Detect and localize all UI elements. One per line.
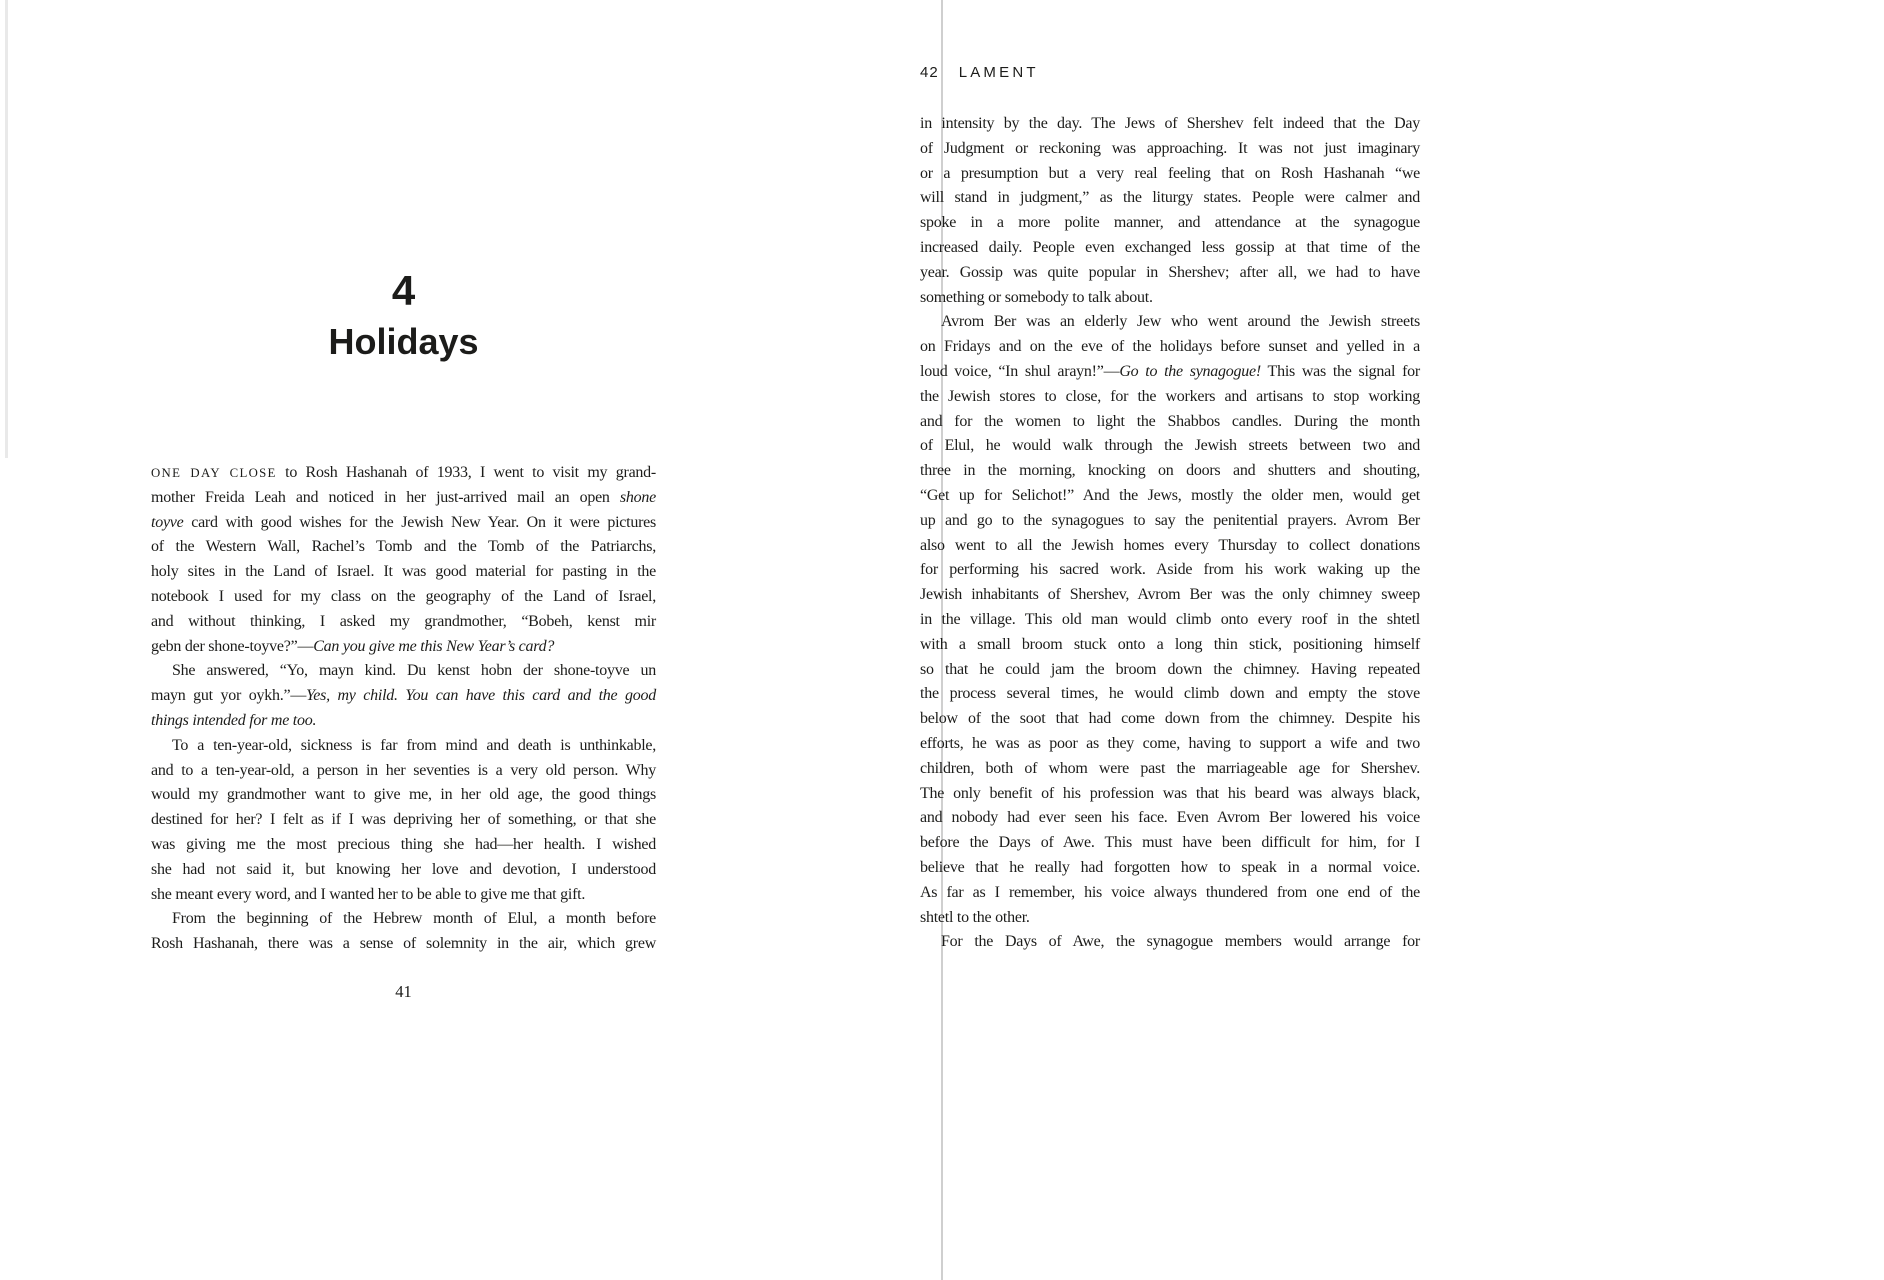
text-segment: on Fridays and on the eve of the holidays before sunset and yelled in a xyxy=(920,338,1420,356)
text-line xyxy=(920,410,1420,435)
text-line xyxy=(920,658,1420,683)
text-line xyxy=(920,137,1420,162)
text-line xyxy=(151,833,656,858)
text-segment: increased daily. People even exchanged less gossip at that time of the xyxy=(920,238,1420,256)
text-line xyxy=(920,707,1420,732)
text-line xyxy=(920,335,1420,360)
text-segment: holy sites in the Land of Israel. It was good material for pasting in the xyxy=(151,563,656,581)
text-line xyxy=(920,162,1420,187)
text-line xyxy=(920,261,1420,286)
text-segment: card with good wishes for the Jewish New Year. On it were pictures xyxy=(183,513,656,531)
text-segment: and to a ten-year-old, a person in her seventies is a very old person. Why xyxy=(151,761,656,779)
text-line xyxy=(920,236,1420,261)
text-segment: so that he could jam the broom down the chimney. Having repeated xyxy=(920,660,1420,678)
text-segment: was giving me the most precious thing she had—her health. I wished xyxy=(151,835,656,853)
text-line xyxy=(151,907,656,932)
right-page-number: 42 xyxy=(920,64,939,81)
text-segment: will stand in judgment,” as the liturgy states. People were calmer and xyxy=(920,189,1420,207)
text-segment: Jewish inhabitants of Shershev, Avrom Ber was the only chimney sweep xyxy=(920,586,1420,604)
text-segment: or a presumption but a very real feeling that on Rosh Hashanah “we xyxy=(920,164,1420,182)
italic-text: things intended for me too. xyxy=(151,711,317,729)
text-segment: she had not said it, but knowing her love and devotion, I understood xyxy=(151,860,656,878)
text-segment: of Elul, he would walk through the Jewish streets between two and xyxy=(920,437,1420,455)
text-segment: year. Gossip was quite popular in Shershev; after all, we had to have xyxy=(920,263,1420,281)
text-line xyxy=(151,511,656,536)
text-line xyxy=(920,881,1420,906)
text-segment: efforts, he was as poor as they come, having to support a wife and two xyxy=(920,734,1420,752)
text-line xyxy=(920,732,1420,757)
running-head xyxy=(920,64,1039,81)
text-line xyxy=(151,461,656,486)
text-segment: gebn der shone-toyve?”— xyxy=(151,637,314,655)
text-line xyxy=(920,509,1420,534)
italic-text: shone xyxy=(619,488,656,506)
left-page-body-text xyxy=(151,461,656,957)
text-line xyxy=(920,806,1420,831)
text-line xyxy=(920,682,1420,707)
text-line xyxy=(151,783,656,808)
text-line xyxy=(920,385,1420,410)
text-segment: To a ten-year-old, sickness is far from mind and death is unthinkable, xyxy=(172,736,656,754)
text-line xyxy=(920,757,1420,782)
right-page-body-text xyxy=(920,112,1420,955)
text-line xyxy=(920,930,1420,955)
text-line xyxy=(920,459,1420,484)
text-line xyxy=(151,610,656,635)
text-segment: Avrom Ber was an elderly Jew who went around the Jewish streets xyxy=(941,313,1420,331)
text-segment: This was the signal for xyxy=(1260,362,1420,380)
text-segment: of Judgment or reckoning was approaching. It was not just imaginary xyxy=(920,139,1420,157)
text-line xyxy=(151,486,656,511)
text-segment: spoke in a more polite manner, and attendance at the synagogue xyxy=(920,214,1420,232)
italic-text: toyve xyxy=(151,513,184,531)
text-line xyxy=(151,535,656,560)
text-segment: shtetl to the other. xyxy=(920,908,1030,926)
text-line xyxy=(920,360,1420,385)
text-segment: For the Days of Awe, the synagogue members would arrange for xyxy=(941,933,1420,951)
text-line xyxy=(920,186,1420,211)
text-segment: believe that he really had forgotten how to speak in a normal voice. xyxy=(920,858,1420,876)
text-line xyxy=(920,434,1420,459)
text-segment: before the Days of Awe. This must have been difficult for him, for I xyxy=(920,834,1420,852)
text-line xyxy=(920,534,1420,559)
text-segment: and nobody had ever seen his face. Even Avrom Ber lowered his voice xyxy=(920,809,1420,827)
text-segment: “Get up for Selichot!” And the Jews, mostly the older men, would get xyxy=(920,486,1420,504)
text-segment: with a small broom stuck onto a long thin stick, positioning himself xyxy=(920,635,1420,653)
text-line xyxy=(920,633,1420,658)
text-line xyxy=(920,583,1420,608)
text-segment: also went to all the Jewish homes every Thursday to collect donations xyxy=(920,536,1420,554)
text-line xyxy=(920,906,1420,931)
text-line xyxy=(920,484,1420,509)
text-line xyxy=(151,659,656,684)
chapter-number: 4 xyxy=(391,267,416,314)
italic-text: Can you give me this New Year’s card? xyxy=(313,637,555,655)
text-segment: and for the women to light the Shabbos candles. During the month xyxy=(920,412,1420,430)
text-segment: As far as I remember, his voice always thundered from one end of the xyxy=(920,883,1420,901)
text-segment: in intensity by the day. The Jews of Shershev felt indeed that the Day xyxy=(920,115,1420,132)
text-segment: to Rosh Hashanah of 1933, I went to visit my grand- xyxy=(276,464,657,481)
text-segment: the process several times, he would climb down and empty the stove xyxy=(920,685,1420,703)
text-segment: would my grandmother want to give me, in her old age, the good things xyxy=(151,786,656,804)
text-line xyxy=(151,734,656,759)
text-line xyxy=(151,635,656,660)
text-segment: mayn gut yor oykh.”— xyxy=(151,687,307,705)
text-segment: mother Freida Leah and noticed in her just-arrived mail an open xyxy=(151,488,620,506)
chapter-heading xyxy=(151,267,656,362)
text-line xyxy=(151,709,656,734)
text-line xyxy=(151,932,656,957)
text-segment: destined for her? I felt as if I was depriving her of something, or that she xyxy=(151,811,656,829)
text-line xyxy=(920,558,1420,583)
text-line xyxy=(920,211,1420,236)
text-segment: notebook I used for my class on the geography of the Land of Israel, xyxy=(151,587,656,605)
left-page-number: 41 xyxy=(395,982,412,1001)
text-line xyxy=(920,286,1420,311)
text-line xyxy=(151,883,656,908)
text-segment: below of the soot that had come down from the chimney. Despite his xyxy=(920,710,1420,728)
text-segment: something or somebody to talk about. xyxy=(920,288,1153,306)
text-line xyxy=(151,759,656,784)
text-line xyxy=(151,684,656,709)
text-line xyxy=(920,782,1420,807)
text-line xyxy=(151,808,656,833)
text-segment: of the Western Wall, Rachel’s Tomb and the Tomb of the Patriarchs, xyxy=(151,538,656,556)
text-line xyxy=(151,560,656,585)
text-line xyxy=(151,585,656,610)
text-segment: The only benefit of his profession was that his beard was always black, xyxy=(920,784,1420,802)
text-line xyxy=(920,856,1420,881)
page-edge-line xyxy=(5,0,8,458)
text-segment: Rosh Hashanah, there was a sense of solemnity in the air, which grew xyxy=(151,935,656,953)
text-line xyxy=(151,858,656,883)
italic-text: Go to the synagogue! xyxy=(1119,362,1261,380)
text-line xyxy=(920,831,1420,856)
text-segment: three in the morning, knocking on doors and shutters and shouting, xyxy=(920,462,1420,480)
text-segment: she meant every word, and I wanted her to be able to give me that gift. xyxy=(151,885,586,903)
text-segment: She answered, “Yo, mayn kind. Du kenst hobn der shone-toyve un xyxy=(172,662,656,680)
text-segment: in the village. This old man would climb onto every roof in the shtetl xyxy=(920,610,1420,628)
italic-text: Yes, my child. You can have this card and the good xyxy=(306,687,657,705)
text-segment: and without thinking, I asked my grandmother, “Bobeh, kenst mir xyxy=(151,612,656,630)
text-segment: up and go to the synagogues to say the penitential prayers. Avrom Ber xyxy=(920,511,1420,529)
text-line xyxy=(920,608,1420,633)
text-segment: From the beginning of the Hebrew month of Elul, a month before xyxy=(172,910,656,928)
running-title: LAMENT xyxy=(958,64,1039,81)
text-line xyxy=(920,112,1420,137)
small-caps-text: ONE DAY CLOSE xyxy=(151,466,277,480)
text-segment: loud voice, “In shul arayn!”— xyxy=(920,362,1120,380)
text-segment: children, both of whom were past the marriageable age for Shershev. xyxy=(920,759,1420,777)
text-line xyxy=(920,310,1420,335)
chapter-title: Holidays xyxy=(328,321,479,362)
text-segment: the Jewish stores to close, for the workers and artisans to stop working xyxy=(920,387,1420,405)
text-segment: for performing his sacred work. Aside from his work waking up the xyxy=(920,561,1420,579)
